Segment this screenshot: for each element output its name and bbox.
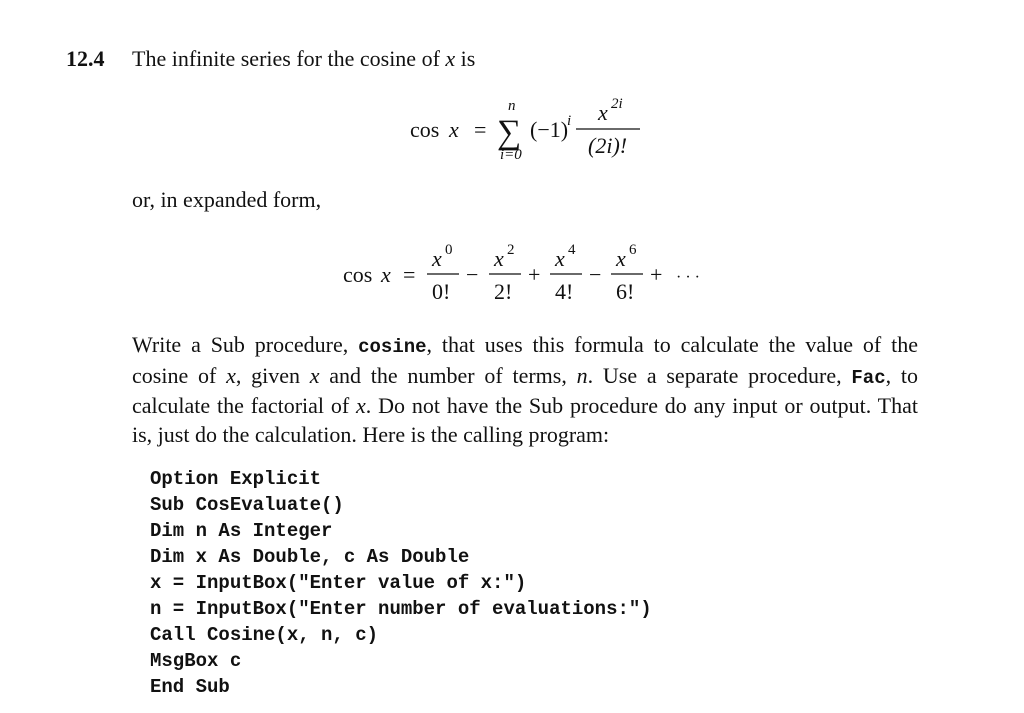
para-text-2: , that uses this formula to calculate the value of the cosine of	[132, 332, 918, 388]
term3-numerator-exponent: 4	[568, 242, 576, 258]
code-line: n = InputBox("Enter number of evaluations:")	[150, 598, 652, 620]
eq2-x: x	[381, 262, 391, 287]
term3-numerator-base: x	[555, 246, 565, 271]
code-line: MsgBox c	[150, 650, 242, 672]
code-line: Option Explicit	[150, 468, 322, 490]
para-var-x3: x	[356, 393, 366, 418]
para-var-n: n	[576, 362, 588, 388]
code-line: Dim x As Double, c As Double	[150, 546, 470, 568]
inline-code-cosine: cosine	[358, 336, 427, 358]
code-line: Call Cosine(x, n, c)	[150, 624, 379, 646]
term1-denominator: 0!	[432, 279, 451, 304]
op1-minus: −	[466, 262, 479, 287]
instructions-paragraph	[132, 331, 918, 449]
eq1-x: x	[449, 117, 459, 142]
ellipsis: · · ·	[676, 269, 700, 286]
op2-plus: +	[528, 262, 541, 287]
term2-denominator: 2!	[494, 279, 513, 304]
code-line: Dim n As Integer	[150, 520, 333, 542]
sign-exponent: i	[567, 113, 572, 129]
problem-number: 12.4	[66, 46, 105, 71]
term3-denominator: 4!	[555, 279, 574, 304]
term2-numerator-exponent: 2	[507, 242, 515, 258]
eq2-equals: =	[403, 262, 416, 287]
intro-text: The infinite series for the cosine of	[132, 46, 440, 71]
term1-numerator-exponent: 0	[445, 242, 453, 258]
term4-numerator-base: x	[616, 246, 626, 271]
expanded-form-text: or, in expanded form,	[132, 187, 322, 212]
op4-plus: +	[650, 262, 663, 287]
sigma-symbol: ∑	[497, 114, 522, 151]
intro-end: is	[460, 46, 476, 71]
para-text-5: . Use a separate procedure,	[587, 362, 852, 388]
para-text-3: , given	[235, 362, 310, 388]
sum-upper-limit: n	[508, 98, 516, 114]
para-text-4: and the number of terms,	[319, 362, 577, 388]
equations-canvas	[0, 0, 1024, 320]
op3-minus: −	[589, 262, 602, 287]
term4-denominator: 6!	[616, 279, 635, 304]
term1-numerator-base: x	[432, 246, 442, 271]
para-var-x1: x	[226, 362, 236, 388]
term2-numerator-base: x	[494, 246, 504, 271]
code-line: Sub CosEvaluate()	[150, 494, 344, 516]
code-listing	[150, 466, 652, 700]
para-text-6: , to calculate the factorial of	[132, 362, 918, 418]
summation-equation	[410, 96, 640, 163]
term4-numerator-exponent: 6	[629, 242, 637, 258]
code-line: x = InputBox("Enter value of x:")	[150, 572, 527, 594]
eq1-numerator-exponent: 2i	[611, 96, 623, 112]
eq1-denominator: (2i)!	[588, 133, 628, 158]
para-var-x2: x	[309, 362, 320, 388]
para-text-1: Write a Sub procedure,	[132, 332, 359, 357]
expanded-equation	[343, 242, 700, 304]
eq1-cos: cos	[410, 117, 440, 142]
eq1-equals: =	[474, 117, 487, 142]
para-text-7: . Do not have the Sub procedure do any input or output. That is, just do the calculation. Here is the calling program:	[132, 393, 918, 447]
eq2-cos: cos	[343, 262, 373, 287]
code-line: End Sub	[150, 676, 230, 698]
inline-code-fac: Fac	[851, 366, 886, 389]
sign-term: (−1)	[530, 117, 569, 142]
eq1-numerator-base: x	[598, 100, 608, 125]
sum-lower-limit: i=0	[500, 147, 522, 163]
intro-variable: x	[445, 46, 456, 71]
